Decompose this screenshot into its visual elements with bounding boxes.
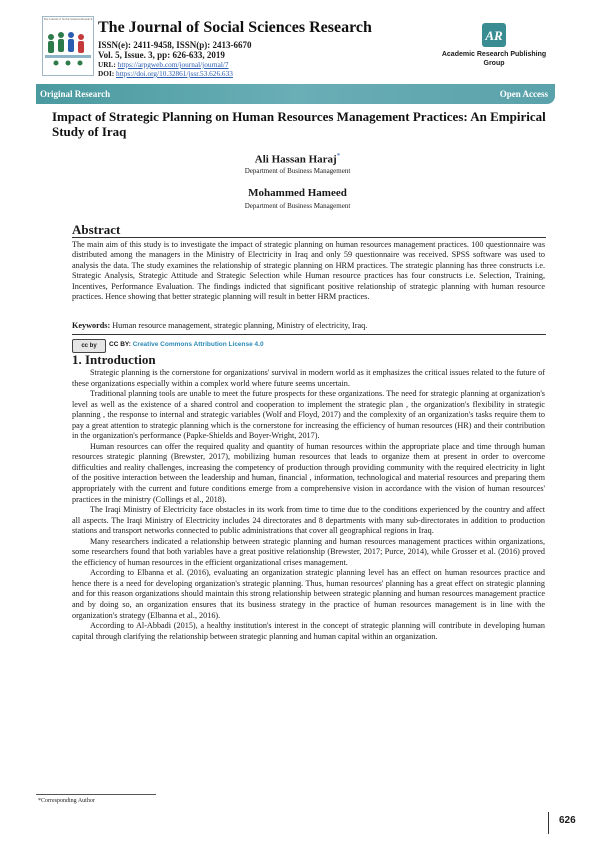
keywords-divider bbox=[72, 334, 546, 335]
access-label: Open Access bbox=[499, 89, 548, 99]
footnote-divider bbox=[36, 794, 156, 795]
paragraph: Traditional planning tools are unable to meet the future prospects for these organizations. The need for strategic planning at organization's level as well as the existence of a shared control and cooperation to implement the strategic plan , the organization's flexibility in strategic planning , the response to internal and strategic variables (Wolf and Floyd, 2017) and the complexity of an organization's tasks require them to pay a great attention to strategic planning which is the cornerstone for increasing the efficiency of human resources (HR) and their contribution in the organization's performance (Papke-Shields and Boyer-Wright, 2017). bbox=[72, 389, 545, 441]
journal-url-link[interactable]: https://arpgweb.com/journal/journal/7 bbox=[117, 60, 229, 69]
license-label: CC BY: bbox=[109, 341, 131, 348]
abstract-divider bbox=[72, 237, 546, 238]
logo-caption: The Journal of Social Sciences Research bbox=[43, 17, 93, 21]
author-1-dept: Department of Business Management bbox=[244, 167, 351, 175]
license-line bbox=[109, 341, 264, 348]
author-2 bbox=[0, 187, 595, 199]
author-name: Ali Hassan Haraj bbox=[254, 153, 337, 166]
keywords-text: Human resource management, strategic planning, Ministry of electricity, Iraq. bbox=[112, 321, 368, 330]
footnote: *Corresponding Author bbox=[38, 798, 95, 804]
volume-info: Vol. 5, Issue. 3, pp: 626-633, 2019 bbox=[98, 50, 225, 60]
url-label: URL: bbox=[98, 60, 116, 69]
paragraph: Human resources can offer the required quality and quantity of human resources within the appropriate place and time through human resources strategic planning (Brewster, 2017), mobilizing human resources that leads to organize them at present in order to overcome difficulties and reality challenges, increasing the competency of production through providing community with the required electricity in light of the positive interaction between the leadership and human, financial , information, technological and material resources and preparing them appropriately with the current and future conditions emerge from a comprehensive vision in accordance with the vision of human resources' practices in the ministry (Collings et al., 2018). bbox=[72, 441, 545, 504]
paragraph: Many researchers indicated a relationship between strategic planning and human resources management practices within organizations, some researchers found that both variables have a great positive relationship (Brewster, 2017; Purce, 2014), while Grosser et al. (2016) proved the efficiency of human resources in the efficient organizational crises management. bbox=[72, 536, 545, 567]
keywords bbox=[72, 321, 546, 330]
corresponding-mark[interactable]: * bbox=[336, 152, 341, 160]
publisher-logo-icon bbox=[482, 23, 506, 47]
doi-label: DOI: bbox=[98, 69, 115, 78]
paragraph: The Iraqi Ministry of Electricity face obstacles in its work from time to time due to the conditions experienced by the country and affect all aspects. The Iraqi Ministry of Electricity includes 24 directorates and 8 departments with many sub-directorates in addition to production stations and transport networks connected to public administrations that cover all geographical regions in Iraq. bbox=[72, 505, 545, 536]
author-name: Mohammed Hameed bbox=[248, 187, 347, 199]
article-type-banner bbox=[36, 84, 555, 104]
journal-title: The Journal of Social Sciences Research bbox=[98, 19, 372, 36]
author-1 bbox=[0, 152, 595, 166]
introduction-body bbox=[72, 368, 545, 642]
doi-line bbox=[98, 69, 233, 78]
page-number-divider bbox=[548, 812, 549, 834]
url-line bbox=[98, 60, 229, 69]
journal-logo bbox=[42, 16, 94, 76]
license-link[interactable]: Creative Commons Attribution License 4.0 bbox=[132, 341, 264, 348]
people-icon bbox=[43, 23, 93, 73]
article-title: Impact of Strategic Planning on Human Resources Management Practices: An Empirical Study of Iraq bbox=[52, 109, 546, 139]
abstract-text: The main aim of this study is to investigate the impact of strategic planning on human resources management practices. 100 questionnaire was distributed among the managers in the Ministry of Electricity in Iraq and only 59 questionnaire was received. SPSS software was used to analysis the data. The study examines the relationship of strategic planning on HRM practices. The strategic planning has three constructs i.e. Strategic Analysis, Strategic Attitude and Strategic Selection while Human resource practices has four constructs i.e. Selection, Training, Incentives, Performance Evaluation. The findings indicted that significant positive relationship of strategic planning with human resource practices. Hence showing that better strategic planning will result in better HRM practices. bbox=[72, 240, 545, 302]
paragraph: According to Elbanna et al. (2016), evaluating an organization strategic planning level has an effect on human resources practice and hence there is a need for developing organization's strategic planning. Thus, human resources' planning has a great effect on strategic planning and for this reason organizations should maintain this strong relationship between strategic planning and human resources management practice and by doing so, an organization ensures that its business strategy in the practice of human resources management is in line with the organization's strategy (Elbanna et al., 2016). bbox=[72, 568, 545, 620]
section-heading-introduction: 1. Introduction bbox=[72, 352, 156, 367]
article-type-label: Original Research bbox=[40, 89, 111, 99]
doi-link[interactable]: https://doi.org/10.32861/jssr.53.626.633 bbox=[116, 69, 233, 78]
paragraph: Strategic planning is the cornerstone for organizations' survival in modern world as it emphasizes the critical issues related to the future of these organizations especially within a complex world where future seems uncertain. bbox=[72, 368, 545, 388]
publisher-name: Academic Research Publishing Group bbox=[441, 51, 547, 67]
publisher-logo-text: AR bbox=[485, 28, 503, 43]
abstract-heading: Abstract bbox=[72, 222, 121, 237]
cc-by-badge-icon[interactable]: cc by bbox=[72, 339, 106, 353]
page-number: 626 bbox=[559, 815, 576, 826]
issn: ISSN(e): 2411-9458, ISSN(p): 2413-6670 bbox=[98, 40, 252, 50]
keywords-label: Keywords: bbox=[72, 321, 111, 330]
paragraph: According to Al-Abbadi (2015), a healthy institution's interest in the concept of strategic planning will contribute in developing human capital through clarifying the relationship between strategic planning and human capital within an organization. bbox=[72, 621, 545, 641]
author-2-dept: Department of Business Management bbox=[244, 202, 351, 210]
